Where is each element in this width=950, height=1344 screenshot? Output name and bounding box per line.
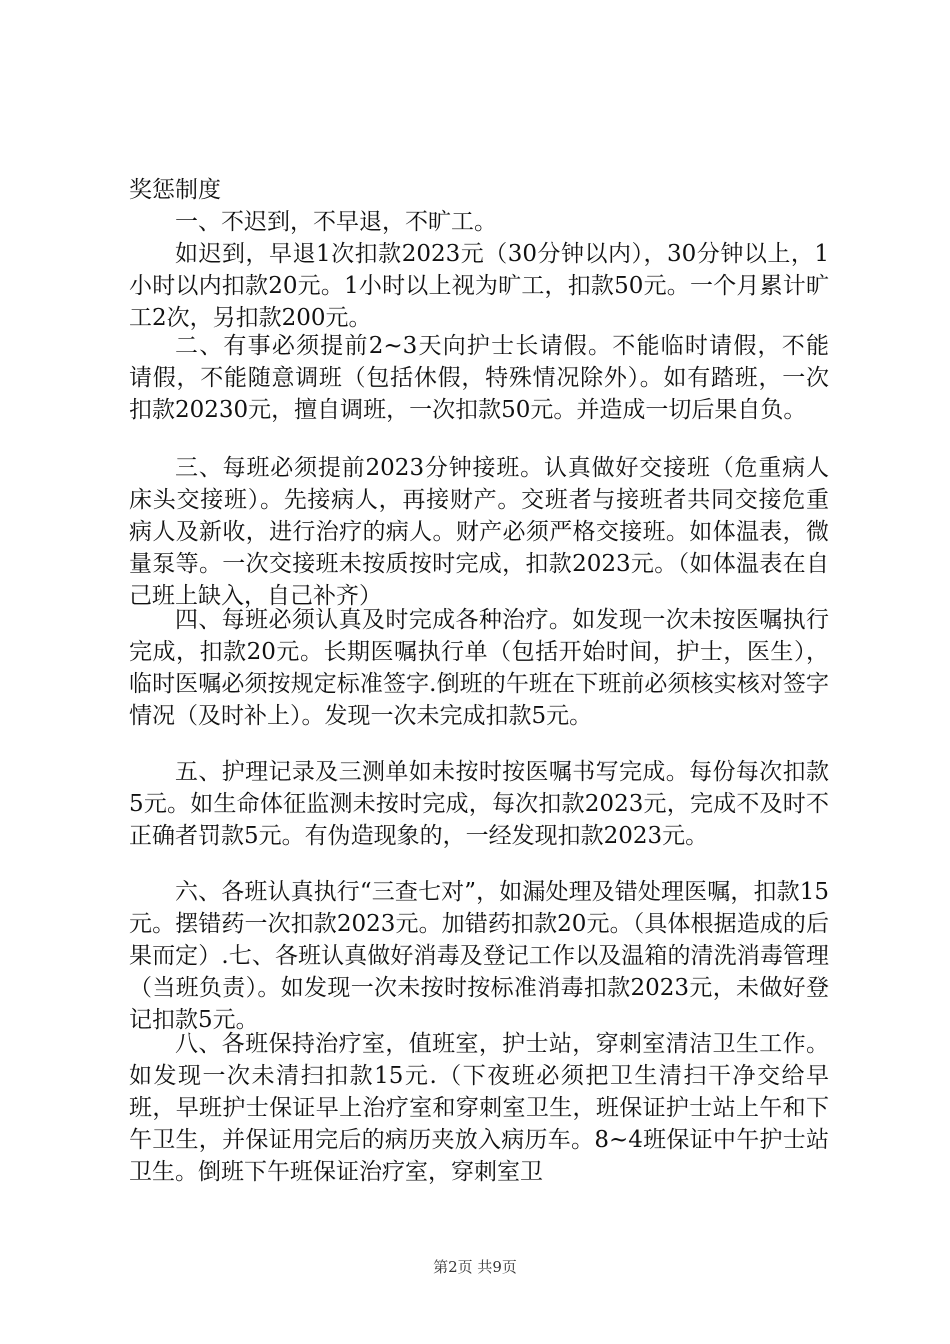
paragraph-2: 如迟到，早退1次扣款2023元（30分钟以内），30分钟以上，1小时以内扣款20元。1小时以上视为旷工，扣款50元。一个月累计旷工2次，另扣款200元。: [129, 241, 829, 331]
paragraph-1: 一、不迟到，不早退，不旷工。: [175, 209, 497, 235]
page-number: 第2页 共9页: [433, 1258, 517, 1276]
paragraph-8: 八、各班保持治疗室，值班室，护士站，穿刺室清洁卫生工作。如发现一次未清扫扣款15元.（下夜班必须把卫生清扫干净交给早班，早班护士保证早上治疗室和穿刺室卫生，班保证护士站上午和下午卫生，并保证用完后的病历夹放入病历车。8~4班保证中午护士站卫生。倒班下午班保证治疗室，穿刺室卫: [129, 1031, 829, 1185]
paragraph-7: 六、各班认真执行“三查七对”，如漏处理及错处理医嘱，扣款15元。摆错药一次扣款2023元。加错药扣款20元。（具体根据造成的后果而定）.七、各班认真做好消毒及登记工作以及温箱的清洗消毒管理（当班负责）。如发现一次未按时按标准消毒扣款2023元，未做好登记扣款5元。: [129, 879, 829, 1033]
document-title: 奖惩制度: [129, 177, 221, 203]
paragraph-6: 五、护理记录及三测单如未按时按医嘱书写完成。每份每次扣款5元。如生命体征监测未按时完成，每次扣款2023元，完成不及时不正确者罚款5元。有伪造现象的，一经发现扣款2023元。: [129, 759, 829, 849]
paragraph-3: 二、有事必须提前2~3天向护士长请假。不能临时请假，不能 请假，不能随意调班（包括休假，特殊情况除外）。如有踏班，一次扣款20230元，擅自调班，一次扣款50元。并造成一切后果自负。: [129, 333, 852, 423]
paragraph-5: 四、每班必须认真及时完成各种治疗。如发现一次未按医嘱执行完成，扣款20元。长期医嘱执行单（包括开始时间，护士，医生），临时医嘱必须按规定标准签字.倒班的午班在下班前必须核实核对签字情况（及时补上）。发现一次未完成扣款5元。: [129, 607, 829, 729]
paragraph-4: 三、每班必须提前2023分钟接班。认真做好交接班（危重病人床头交接班）。先接病人，再接财产。交班者与接班者共同交接危重病人及新收，进行治疗的病人。财产必须严格交接班。如体温表，微量泵等。一次交接班未按质按时完成，扣款2023元。（如体温表在自己班上缺入，自己补齐）: [129, 455, 829, 609]
